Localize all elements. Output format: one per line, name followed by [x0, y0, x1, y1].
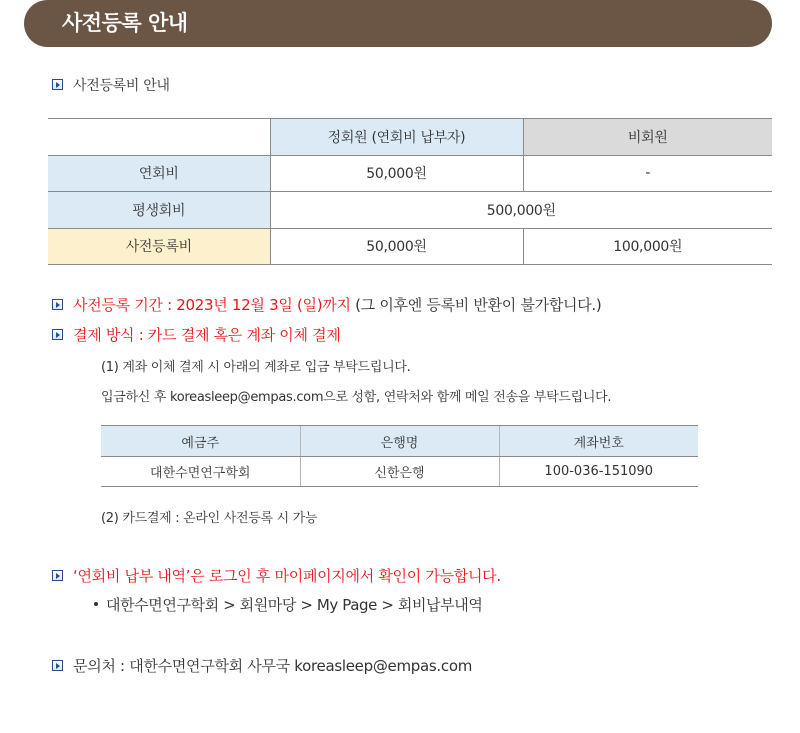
column-header-nonmember: 비회원 — [523, 119, 772, 156]
arrow-bullet-icon — [52, 79, 63, 90]
history-title: ‘연회비 납부 내역’은 로그인 후 마이페이지에서 확인이 가능합니다. — [73, 567, 501, 585]
page-title-bar — [24, 0, 772, 47]
deadline-line — [52, 294, 601, 315]
arrow-bullet-icon — [52, 329, 63, 340]
column-header-account-number: 계좌번호 — [499, 426, 698, 457]
annual-fee-nonmember: - — [523, 155, 772, 192]
preregistration-fee-nonmember: 100,000원 — [523, 228, 772, 265]
annual-fee-member: 50,000원 — [270, 155, 523, 192]
bullet-dot-icon — [94, 602, 98, 606]
payment-heading — [52, 324, 341, 345]
payment-transfer-note: (1) 계좌 이체 결제 시 아래의 계좌로 입금 부탁드립니다. — [101, 360, 411, 375]
row-label-preregistration-fee: 사전등록비 — [48, 228, 270, 265]
column-header-member: 정회원 (연회비 납부자) — [270, 119, 523, 156]
table-row — [48, 192, 772, 229]
table-header-row — [48, 119, 772, 156]
bank-name: 신한은행 — [300, 457, 499, 487]
fee-section-title: 사전등록비 안내 — [73, 78, 170, 94]
contact-line — [52, 655, 472, 676]
mypage-path-text: 대한수면연구학회 > 회원마당 > My Page > 회비납부내역 — [106, 596, 483, 614]
account-number: 100-036-151090 — [499, 457, 698, 487]
deadline-note: (그 이후엔 등록비 반환이 불가합니다.) — [350, 296, 602, 314]
card-payment-note: (2) 카드결제 : 온라인 사전등록 시 가능 — [101, 511, 318, 526]
table-row — [48, 228, 772, 265]
preregistration-fee-member: 50,000원 — [270, 228, 523, 265]
bank-table-header-row — [101, 426, 698, 457]
deadline-text: 사전등록 기간 : 2023년 12월 3일 (일)까지 — [73, 296, 351, 314]
arrow-bullet-icon — [52, 570, 63, 581]
history-heading — [52, 565, 501, 586]
arrow-bullet-icon — [52, 299, 63, 310]
lifetime-fee-value: 500,000원 — [270, 192, 772, 229]
payment-email-note: 입금하신 후 koreasleep@empas.com으로 성함, 연락처와 함께 메일 전송을 부탁드립니다. — [101, 390, 612, 405]
page-title: 사전등록 안내 — [62, 11, 188, 35]
table-corner-cell — [48, 119, 270, 156]
column-header-bank-name: 은행명 — [300, 426, 499, 457]
mypage-path — [94, 594, 482, 615]
table-row — [48, 155, 772, 192]
registration-fee-table — [48, 118, 772, 265]
row-label-lifetime-fee: 평생회비 — [48, 192, 270, 229]
payment-title: 결제 방식 : 카드 결제 혹은 계좌 이체 결제 — [73, 326, 341, 344]
arrow-bullet-icon — [52, 660, 63, 671]
bank-account-table — [101, 425, 698, 487]
fee-section-heading — [52, 75, 170, 95]
table-row — [101, 457, 698, 487]
contact-text: 문의처 : 대한수면연구학회 사무국 koreasleep@empas.com — [73, 657, 473, 675]
row-label-annual-fee: 연회비 — [48, 155, 270, 192]
column-header-account-holder: 예금주 — [101, 426, 300, 457]
account-holder: 대한수면연구학회 — [101, 457, 300, 487]
